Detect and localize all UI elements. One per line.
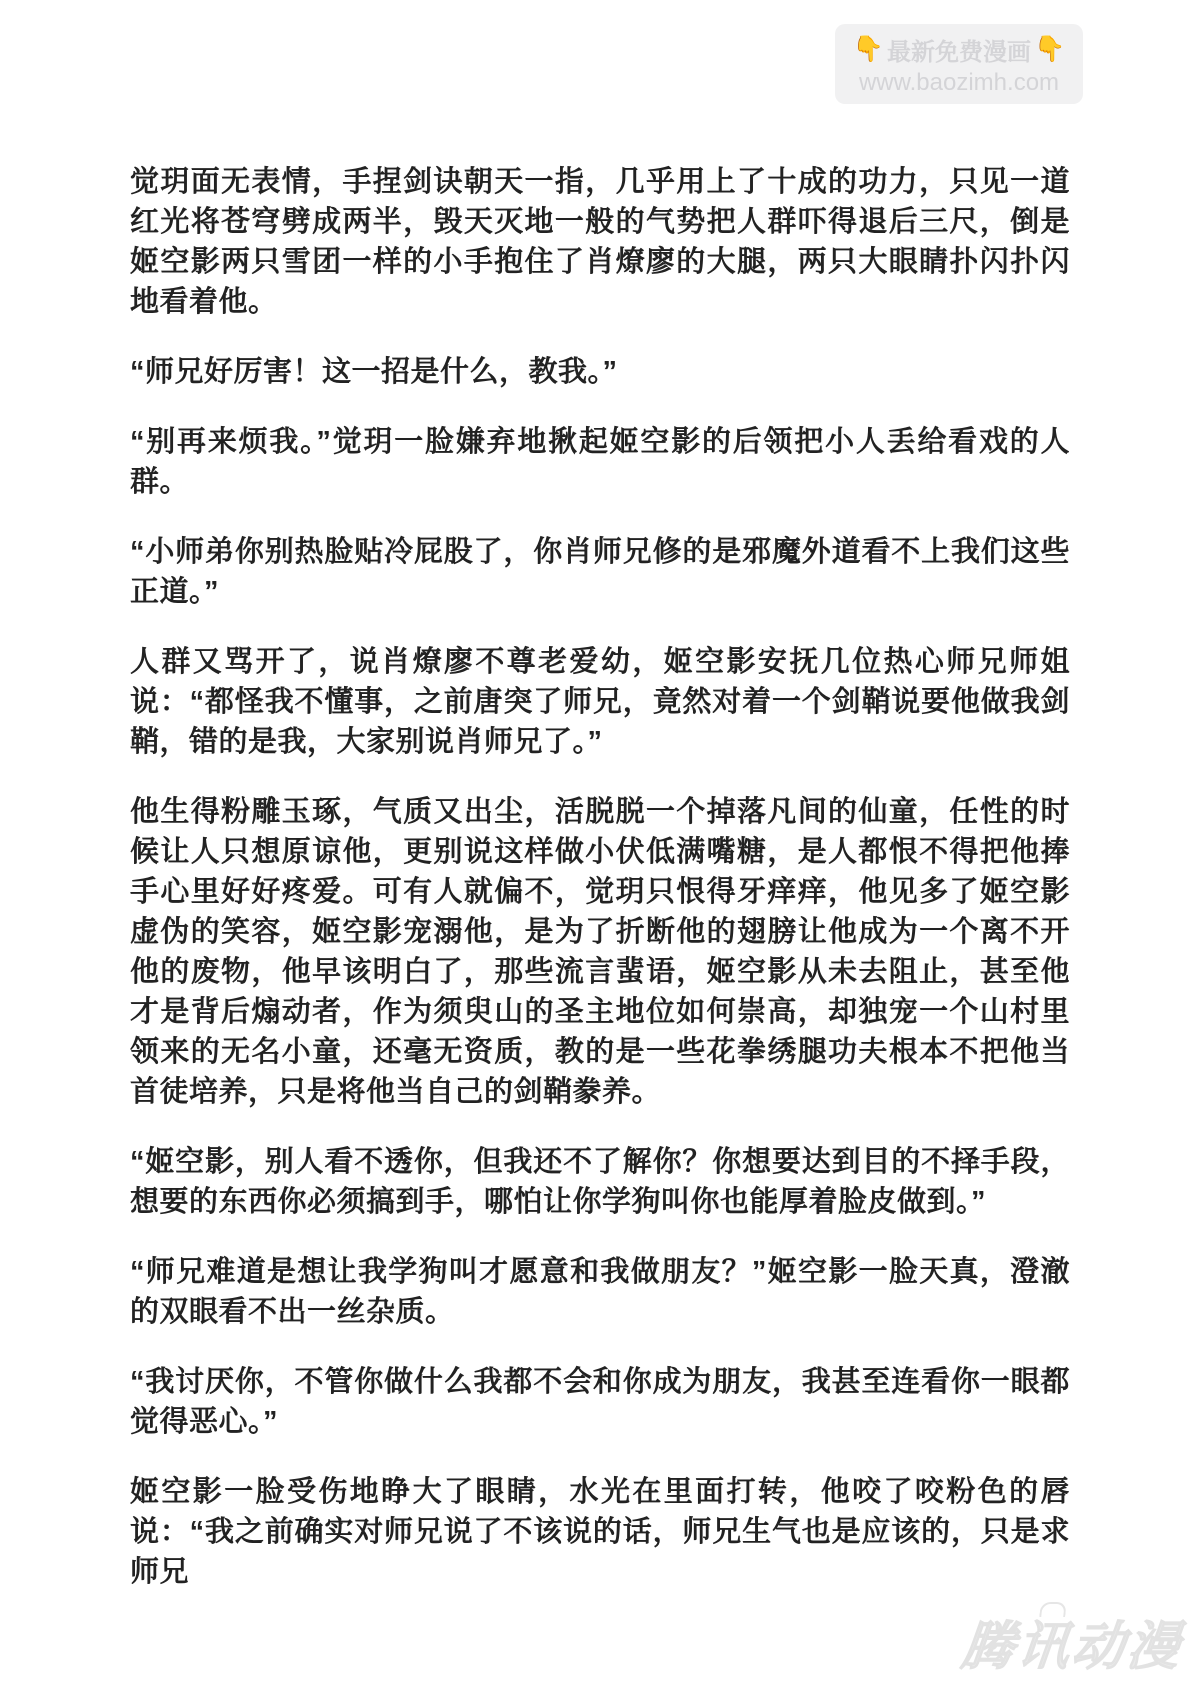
novel-paragraph-2: “师兄好厉害！这一招是什么，教我。” <box>130 356 618 388</box>
watermark-url: www.baozimh.com <box>858 68 1060 96</box>
baozimh-watermark-badge <box>835 24 1083 104</box>
novel-paragraph-7: “姬空影，别人看不透你，但我还不了解你？你想要达到目的不择手段，想要的东西你必须搞到手，哪怕让你学狗叫你也能厚着脸皮做到。” <box>130 1146 1070 1218</box>
watermark-title-row <box>853 32 1065 67</box>
novel-paragraph-6: 他生得粉雕玉琢，气质又出尘，活脱脱一个掉落凡间的仙童，任性的时候让人只想原谅他，更别说这样做小伏低满嘴糖，是人都恨不得把他捧手心里好好疼爱。可有人就偏不，觉玥只恨得牙痒痒，他见多了姬空影虚伪的笑容，姬空影宠溺他，是为了折断他的翅膀让他成为一个离不开他的废物，他早该明白了，那些流言蜚语，姬空影从未去阻止，甚至他才是背后煽动者，作为须臾山的圣主地位如何崇高，却独宠一个山村里领来的无名小童，还毫无资质，教的是一些花拳绣腿功夫根本不把他当首徒培养，只是将他当自己的剑鞘豢养。 <box>130 796 1070 1108</box>
novel-paragraph-5: 人群又骂开了，说肖燎廖不尊老爱幼，姬空影安抚几位热心师兄师姐说：“都怪我不懂事，之前唐突了师兄，竟然对着一个剑鞘说要他做我剑鞘，错的是我，大家别说肖师兄了。” <box>130 646 1070 758</box>
novel-paragraph-4: “小师弟你别热脸贴冷屁股了，你肖师兄修的是邪魔外道看不上我们这些正道。” <box>130 536 1070 608</box>
point-down-emoji-left: 👇 <box>852 34 884 63</box>
watermark-title: 最新免费漫画 <box>887 38 1031 66</box>
novel-paragraph-9: “我讨厌你，不管你做什么我都不会和你成为朋友，我甚至连看你一眼都觉得恶心。” <box>130 1366 1070 1438</box>
novel-paragraph-8: “师兄难道是想让我学狗叫才愿意和我做朋友？”姬空影一脸天真，澄澈的双眼看不出一丝杂质。 <box>130 1256 1070 1328</box>
novel-paragraph-10: 姬空影一脸受伤地睁大了眼睛，水光在里面打转，他咬了咬粉色的唇说：“我之前确实对师兄说了不该说的话，师兄生气也是应该的，只是求师兄 <box>130 1476 1070 1588</box>
point-down-emoji-right: 👇 <box>1034 34 1066 63</box>
novel-paragraph-3: “别再来烦我。”觉玥一脸嫌弃地揪起姬空影的后领把小人丢给看戏的人群。 <box>130 426 1070 498</box>
novel-content <box>130 162 1070 1622</box>
novel-paragraph-1: 觉玥面无表情，手捏剑诀朝天一指，几乎用上了十成的功力，只见一道红光将苍穹劈成两半，毁天灭地一般的气势把人群吓得退后三尺，倒是姬空影两只雪团一样的小手抱住了肖燎廖的大腿，两只大眼睛扑闪扑闪地看着他。 <box>130 166 1070 318</box>
tencent-comics-logo-watermark: 腾讯动漫 <box>958 1618 1186 1676</box>
